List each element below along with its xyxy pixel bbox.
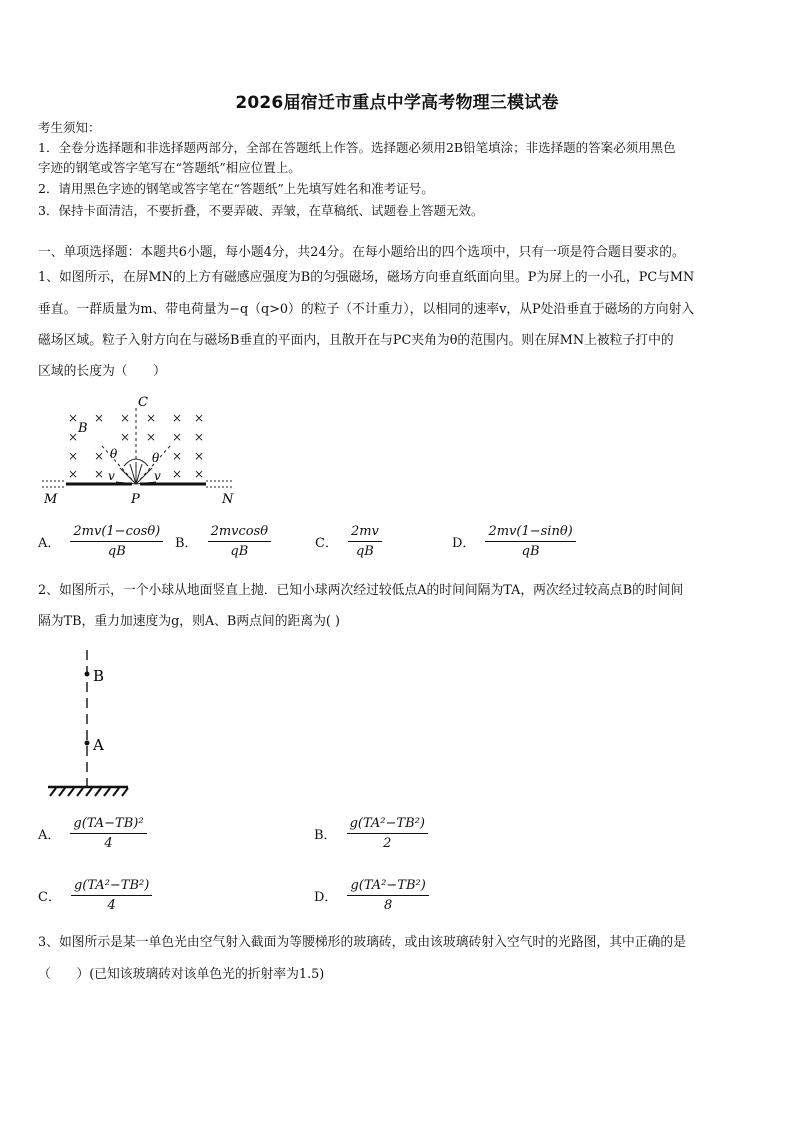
cross-mark: × xyxy=(68,467,79,481)
question-3-line-1: 3、如图所示是某一单色光由空气射入截面为等腰梯形的玻璃砖，或由该玻璃砖射入空气时的光路图，其中正确的是 xyxy=(38,935,686,950)
cross-mark: × xyxy=(68,449,79,463)
question-1-option-c: C． $\frac{2mv}{qB}$ xyxy=(315,524,382,559)
notice-item-2: 2．请用黑色字迹的钢笔或答字笔在“答题纸”上先填写姓名和准考证号。 xyxy=(38,181,434,196)
cross-mark: × xyxy=(194,467,205,481)
question-2-option-a: A． $\frac{\text{g(TA−TB)²}}{4}$ xyxy=(38,816,147,851)
point-b xyxy=(85,672,90,677)
question-2-figure xyxy=(40,646,140,802)
label-a: A xyxy=(93,736,104,754)
question-1-figure xyxy=(38,392,248,510)
cross-mark: × xyxy=(194,449,205,463)
cross-mark: × xyxy=(120,411,131,425)
section-heading: 一、单项选择题：本题共6小题，每小题4分，共24分。在每小题给出的四个选项中，只有一项是符合题目要求的。 xyxy=(38,245,685,260)
label-v-left: v xyxy=(108,469,115,483)
cross-mark: × xyxy=(172,449,183,463)
notice-item-1-line-1: 1．全卷分选择题和非选择题两部分，全部在答题纸上作答。选择题必须用2B铅笔填涂；非选择题的答案必须用黑色 xyxy=(38,140,676,155)
page-title: 2026届宿迁市重点中学高考物理三模试卷 xyxy=(235,93,559,113)
label-theta-right: θ xyxy=(152,451,160,465)
notice-item-1-line-2: 字迹的钢笔或答字笔写在“答题纸”相应位置上。 xyxy=(38,160,301,175)
cross-mark: × xyxy=(94,449,105,463)
question-2-option-b: B． $\frac{\text{g(TA²−TB²)}}{2}$ xyxy=(314,816,428,851)
cross-mark: × xyxy=(68,411,79,425)
question-2-line-1: 2、如图所示，一个小球从地面竖直上抛．已知小球两次经过较低点A的时间间隔为TA，两次经过较高点B的时间间 xyxy=(38,583,684,598)
label-theta-left: θ xyxy=(110,447,118,461)
question-1-option-d: D． $\frac{2mv(1-\sin\theta)}{qB}$ xyxy=(452,524,576,559)
question-1-option-b: B． $\frac{2mvcos\theta}{qB}$ xyxy=(175,524,271,559)
label-m: M xyxy=(44,492,58,507)
cross-mark: × xyxy=(94,411,105,425)
cross-mark: × xyxy=(120,430,131,444)
label-b: B xyxy=(78,421,88,436)
cross-mark: × xyxy=(172,430,183,444)
cross-mark: × xyxy=(172,411,183,425)
point-a xyxy=(85,741,90,746)
cross-mark: × xyxy=(194,411,205,425)
label-c: C xyxy=(138,395,148,410)
notice-heading: 考生须知： xyxy=(38,120,101,135)
question-1-line-2: 垂直。一群质量为m、带电荷量为−q（q>0）的粒子（不计重力），以相同的速率v，从P处沿垂直于磁场的方向射入 xyxy=(38,302,695,317)
cross-mark: × xyxy=(68,430,79,444)
label-b: B xyxy=(93,667,105,685)
label-n: N xyxy=(222,492,234,507)
question-1-line-1: 1、如图所示，在屏MN的上方有磁感应强度为B的匀强磁场，磁场方向垂直纸面向里。P为屏上的一小孔，PC与MN xyxy=(38,270,695,285)
label-p: P xyxy=(131,492,140,507)
question-2-line-2: 隔为TB，重力加速度为g，则A、B两点间的距离为( ) xyxy=(38,614,340,629)
question-2-option-c: C． $\frac{\text{g(TA²−TB²)}}{4}$ xyxy=(38,878,152,913)
velocity-arrows xyxy=(116,462,156,484)
cross-mark: × xyxy=(194,430,205,444)
question-3-line-2: （ ）(已知该玻璃砖对该单色光的折射率为1.5) xyxy=(38,967,325,982)
cross-mark: × xyxy=(146,411,157,425)
notice-item-3: 3．保持卡面清洁，不要折叠，不要弄破、弄皱，在草稿纸、试题卷上答题无效。 xyxy=(38,203,484,218)
ground-hatch xyxy=(50,788,128,796)
cross-mark: × xyxy=(94,467,105,481)
question-1-line-3: 磁场区域。粒子入射方向在与磁场B垂直的平面内，且散开在与PC夹角为θ的范围内。则在屏MN上被粒子打中的 xyxy=(38,333,674,348)
question-1-line-4: 区域的长度为（ ） xyxy=(38,364,166,379)
label-v-right: v xyxy=(154,469,161,483)
cross-mark: × xyxy=(172,467,183,481)
question-2-option-d: D． $\frac{\text{g(TA²−TB²)}}{8}$ xyxy=(314,878,429,913)
question-1-option-a: A． $\frac{2mv(1-\cos\theta)}{qB}$ xyxy=(38,524,163,559)
cross-mark: × xyxy=(146,430,157,444)
